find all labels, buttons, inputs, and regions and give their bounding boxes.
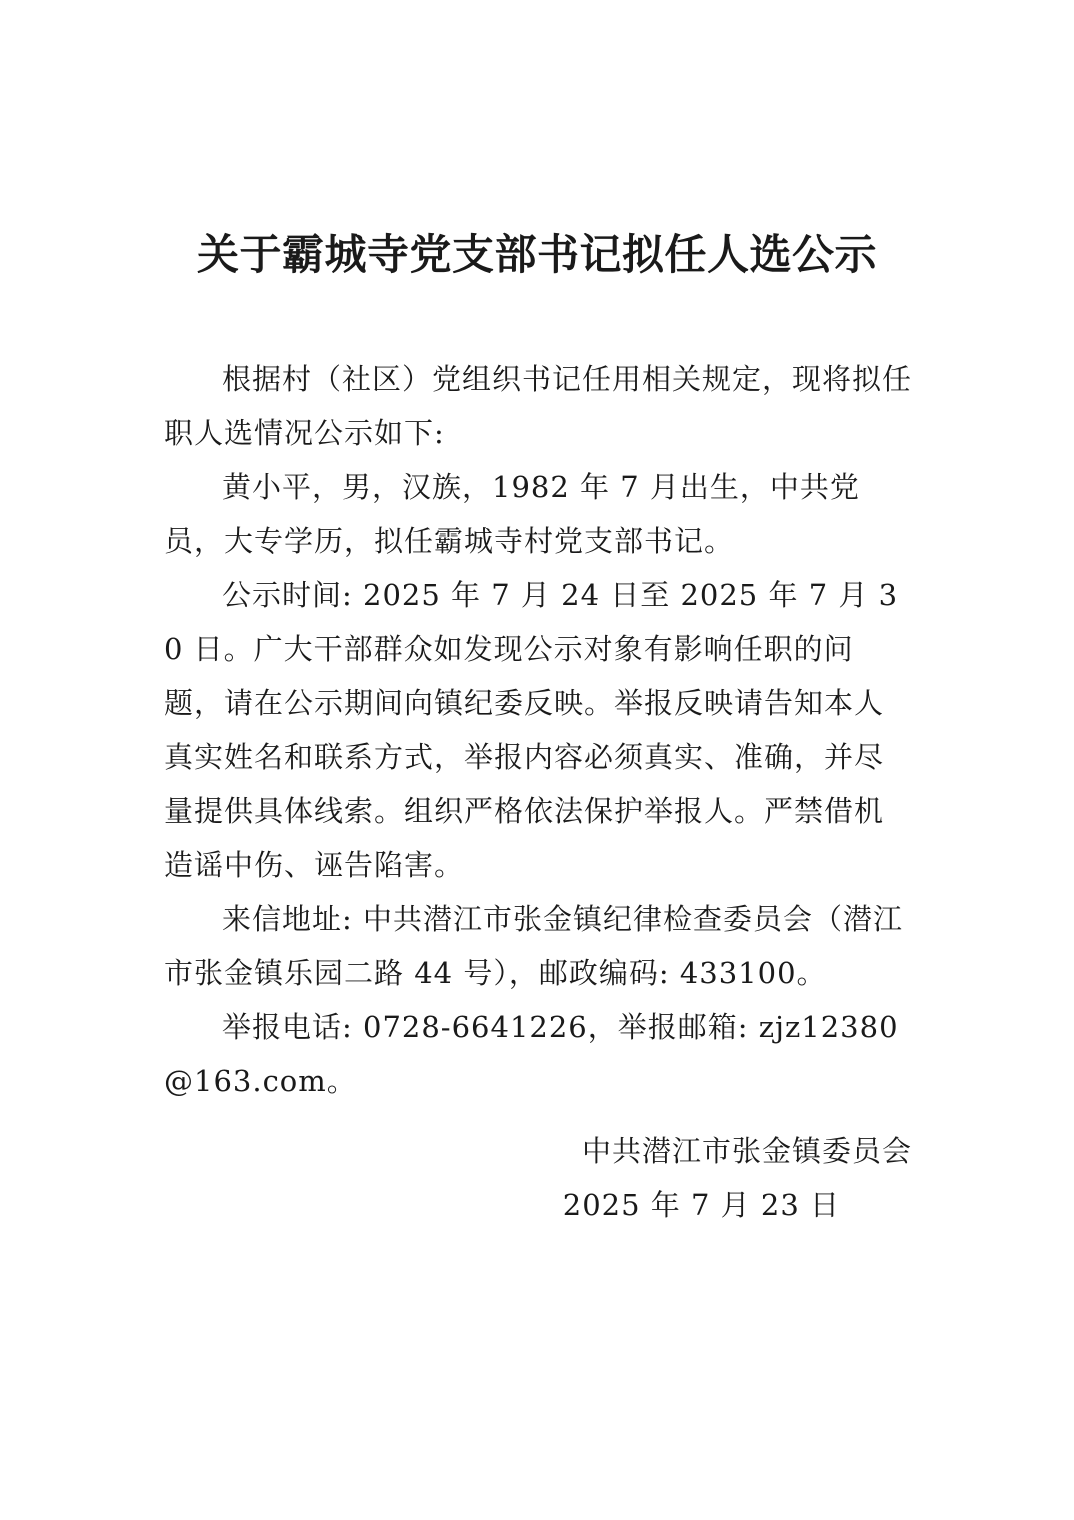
document-title: 关于霸城寺党支部书记拟任人选公示 — [196, 230, 877, 279]
mailing-address-paragraph: 来信地址: 中共潜江市张金镇纪律检查委员会（潜江市张金镇乐园二路 44 号），邮政编码: 433100。 — [164, 902, 903, 990]
report-contact-paragraph: 举报电话: 0728-6641226，举报邮箱: zjz12380@163.com。 — [164, 1010, 899, 1098]
signature-block — [540, 1124, 912, 1232]
intro-paragraph: 根据村（社区）党组织书记任用相关规定，现将拟任职人选情况公示如下: — [164, 362, 913, 450]
signing-organization: 中共潜江市张金镇委员会 — [581, 1134, 912, 1168]
candidate-paragraph: 黄小平，男，汉族，1982 年 7 月出生，中共党员，大专学历，拟任霸城寺村党支部书记。 — [164, 470, 860, 558]
publicity-period-paragraph: 公示时间: 2025 年 7 月 24 日至 2025 年 7 月 30 日。广大干部群众如发现公示对象有影响任职的问题，请在公示期间向镇纪委反映。举报反映请告知本人真实姓名和联系方式，举报内容必须真实、准确，并尽量提供具体线索。组织严格依法保护举报人。严禁借机造谣中伤、诬告陷害。 — [164, 578, 899, 882]
signing-date: 2025 年 7 月 23 日 — [562, 1188, 840, 1222]
document-body — [164, 352, 912, 1108]
